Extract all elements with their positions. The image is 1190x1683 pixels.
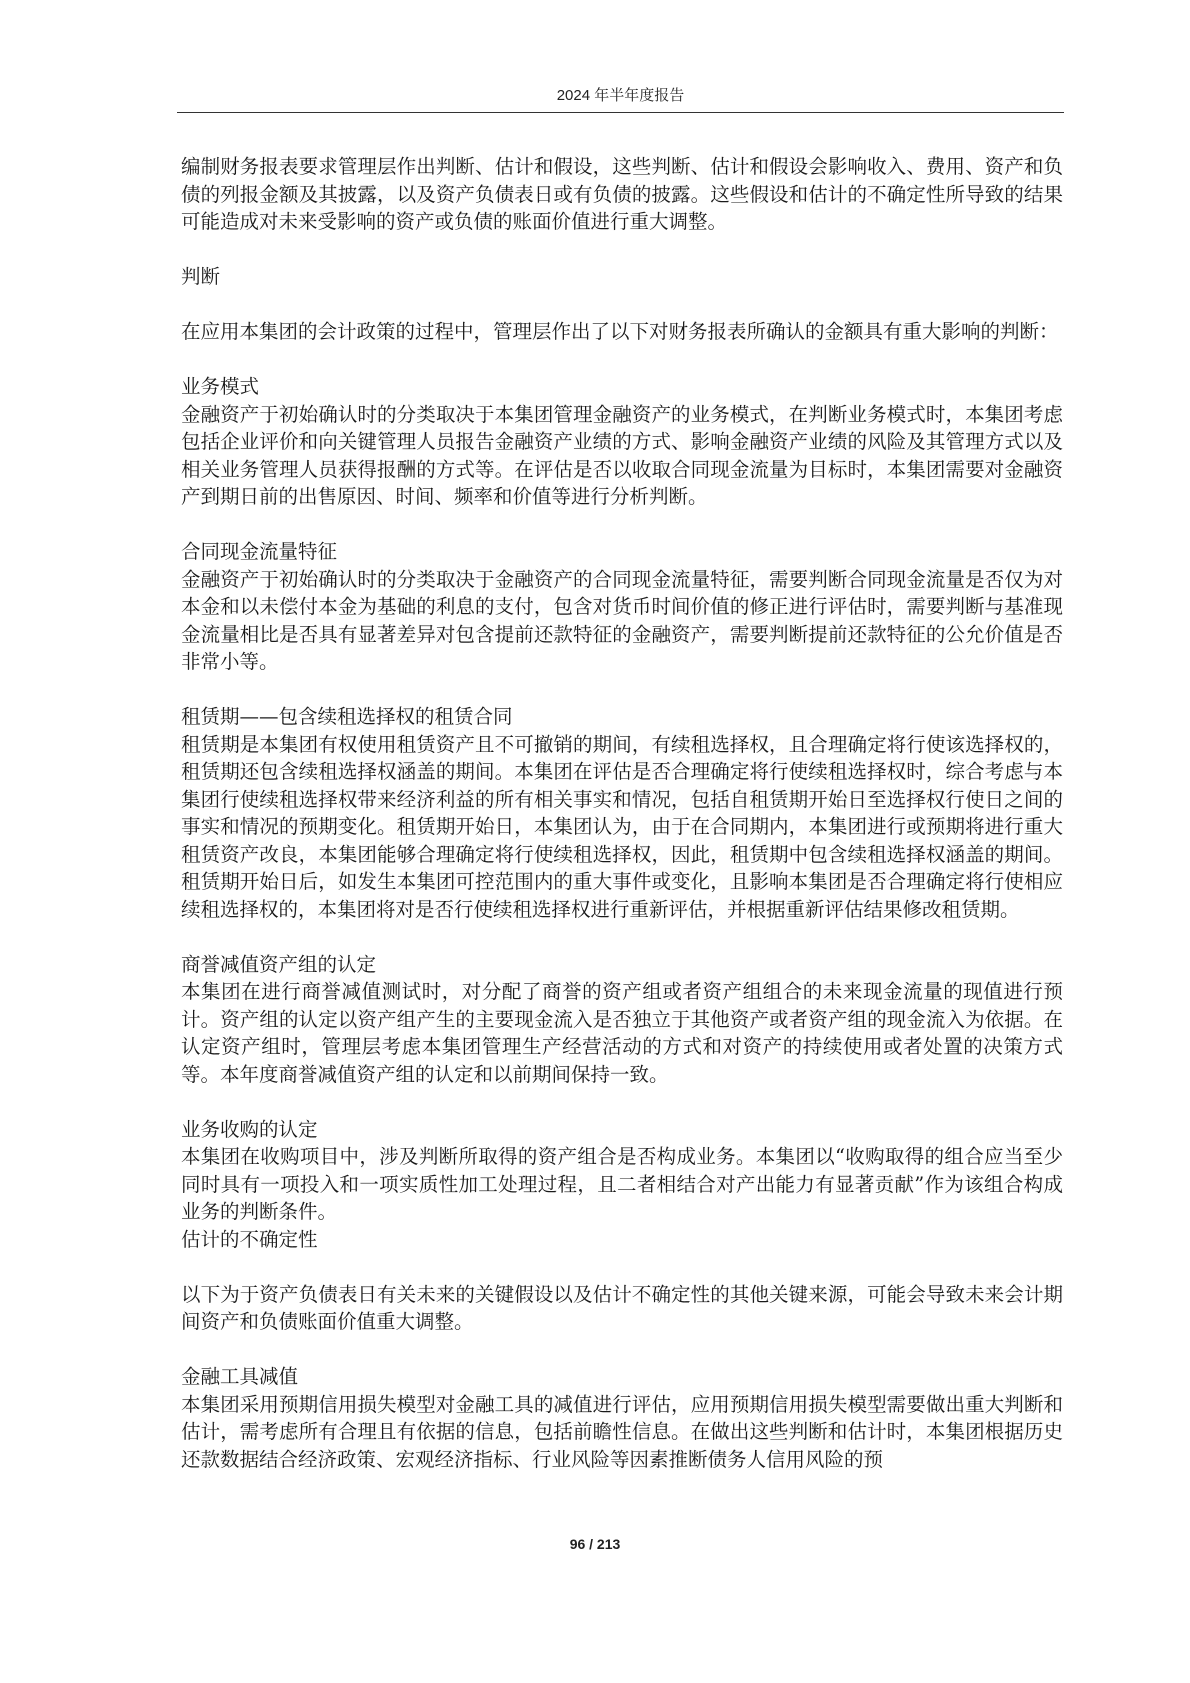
report-title: 2024 年半年度报告 bbox=[556, 87, 685, 104]
page-number: 96 / 213 bbox=[569, 1536, 621, 1552]
cash-flow-heading: 合同现金流量特征 bbox=[181, 540, 338, 563]
lease-heading: 租赁期——包含续租选择权的租赁合同 bbox=[181, 705, 513, 728]
page-header bbox=[177, 82, 1064, 113]
acquisition-heading: 业务收购的认定 bbox=[181, 1117, 318, 1141]
goodwill-paragraph: 本集团在进行商誉减值测试时，对分配了商誉的资产组或者资产组组合的未来现金流量的现值进行预计。资产组的认定以资产组产生的主要现金流入是否独立于其他资产或者资产组的现金流入为依据。在认定资产组时，管理层考虑本集团管理生产经营活动的方式和对资产的持续使用或者处置的决策方式等。本年度商誉减值资产组的认定和以前期间保持一致。 bbox=[181, 980, 1063, 1086]
judgment-intro-paragraph: 在应用本集团的会计政策的过程中，管理层作出了以下对财务报表所确认的金额具有重大影响的判断： bbox=[181, 320, 1059, 343]
impairment-paragraph: 本集团采用预期信用损失模型对金融工具的减值进行评估，应用预期信用损失模型需要做出重大判断和估计，需考虑所有合理且有依据的信息，包括前瞻性信息。在做出这些判断和估计时，本集团根据历史还款数据结合经济政策、宏观经济指标、行业风险等因素推断债务人信用风险的预 bbox=[181, 1392, 1063, 1471]
judgment-heading: 判断 bbox=[181, 265, 221, 288]
intro-paragraph: 编制财务报表要求管理层作出判断、估计和假设，这些判断、估计和假设会影响收入、费用、资产和负债的列报金额及其披露，以及资产负债表日或有负债的披露。这些假设和估计的不确定性所导致的结果可能造成对未来受影响的资产或负债的账面价值进行重大调整。 bbox=[181, 155, 1063, 233]
uncertainty-intro-paragraph: 以下为于资产负债表日有关未来的关键假设以及估计不确定性的其他关键来源，可能会导致未来会计期间资产和负债账面价值重大调整。 bbox=[181, 1282, 1063, 1333]
lease-paragraph: 租赁期是本集团有权使用租赁资产且不可撤销的期间，有续租选择权，且合理确定将行使该选择权的，租赁期还包含续租选择权涵盖的期间。本集团在评估是否合理确定将行使续租选择权时，综合考虑与本集团行使续租选择权带来经济利益的所有相关事实和情况，包括自租赁期开始日至选择权行使日之间的事实和情况的预期变化。租赁期开始日，本集团认为，由于在合同期内，本集团进行或预期将进行重大租赁资产改良，本集团能够合理确定将行使续租选择权，因此，租赁期中包含续租选择权涵盖的期间。租赁期开始日后，如发生本集团可控范围内的重大事件或变化，且影响本集团是否合理确定将行使相应续租选择权的，本集团将对是否行使续租选择权进行重新评估，并根据重新评估结果修改租赁期。 bbox=[181, 732, 1063, 921]
business-model-heading: 业务模式 bbox=[181, 375, 260, 398]
goodwill-heading: 商誉减值资产组的认定 bbox=[181, 952, 377, 976]
page-footer bbox=[0, 1536, 1190, 1552]
document-body bbox=[181, 153, 1063, 1473]
impairment-heading: 金融工具减值 bbox=[181, 1365, 299, 1388]
acquisition-paragraph: 本集团在收购项目中，涉及判断所取得的资产组合是否构成业务。本集团以“收购取得的组合应当至少同时具有一项投入和一项实质性加工处理过程，且二者相结合对产出能力有显著贡献”作为该组合构成业务的判断条件。 bbox=[181, 1145, 1063, 1223]
uncertainty-heading: 估计的不确定性 bbox=[181, 1227, 318, 1251]
business-model-paragraph: 金融资产于初始确认时的分类取决于本集团管理金融资产的业务模式，在判断业务模式时，本集团考虑包括企业评价和向关键管理人员报告金融资产业绩的方式、影响金融资产业绩的风险及其管理方式以及相关业务管理人员获得报酬的方式等。在评估是否以收取合同现金流量为目标时，本集团需要对金融资产到期日前的出售原因、时间、频率和价值等进行分析判断。 bbox=[181, 402, 1063, 508]
cash-flow-paragraph: 金融资产于初始确认时的分类取决于金融资产的合同现金流量特征，需要判断合同现金流量是否仅为对本金和以未偿付本金为基础的利息的支付，包含对货币时间价值的修正进行评估时，需要判断与基准现金流量相比是否具有显著差异对包含提前还款特征的金融资产，需要判断提前还款特征的公允价值是否非常小等。 bbox=[181, 567, 1063, 673]
